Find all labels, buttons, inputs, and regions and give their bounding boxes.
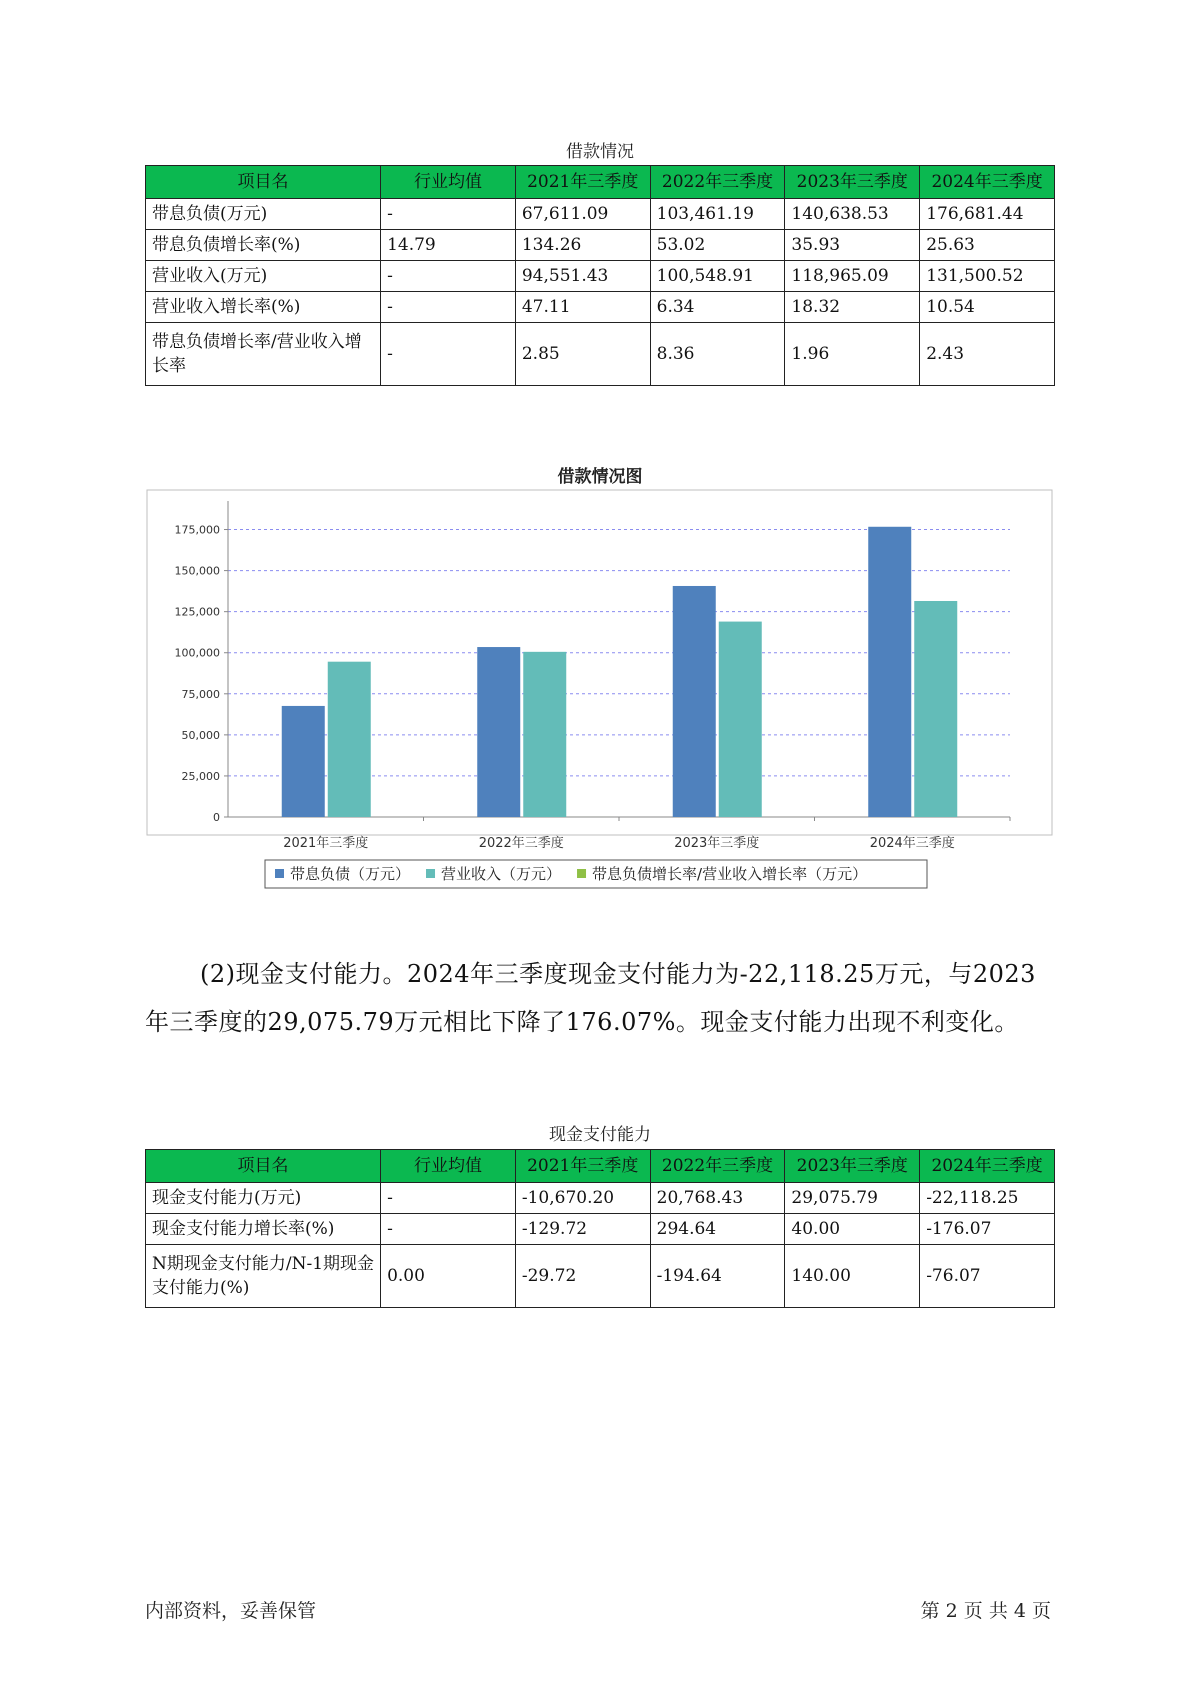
table-row: [146, 261, 1055, 292]
column-header: 2022年三季度: [650, 166, 785, 199]
y-tick-label: 75,000: [181, 687, 220, 701]
table-cell: 20,768.43: [650, 1183, 785, 1214]
table-cell: 14.79: [381, 230, 516, 261]
borrowing-chart: [145, 462, 1055, 912]
column-header: 2024年三季度: [920, 166, 1055, 199]
table-cell: -194.64: [650, 1245, 785, 1308]
table-row: [146, 1245, 1055, 1308]
table-cell: 0.00: [381, 1245, 516, 1308]
column-header: 项目名: [146, 1150, 381, 1183]
column-header: 2024年三季度: [920, 1150, 1055, 1183]
bar-0: [282, 706, 325, 817]
table-cell: 营业收入(万元): [146, 261, 381, 292]
table-cell: 29,075.79: [785, 1183, 920, 1214]
bar-1: [719, 622, 762, 817]
legend-swatch: [426, 869, 435, 878]
table-cell: 103,461.19: [650, 199, 785, 230]
table-cell: 47.11: [515, 292, 650, 323]
table-cell: 294.64: [650, 1214, 785, 1245]
table-cell: -: [381, 199, 516, 230]
table-cell: 18.32: [785, 292, 920, 323]
x-tick-label: 2022年三季度: [478, 836, 564, 851]
table-row: [146, 230, 1055, 261]
table-cell: 53.02: [650, 230, 785, 261]
column-header: 项目名: [146, 166, 381, 199]
table-cell: 带息负债增长率(%): [146, 230, 381, 261]
table-cell: -: [381, 1214, 516, 1245]
x-tick-label: 2024年三季度: [869, 836, 955, 851]
legend-swatch: [275, 869, 284, 878]
chart-title: 借款情况图: [557, 467, 643, 487]
table-cell: 营业收入增长率(%): [146, 292, 381, 323]
footer-page-number: 第 2 页 共 4 页: [920, 1600, 1051, 1622]
table-cell: 现金支付能力(万元): [146, 1183, 381, 1214]
table-row: [146, 323, 1055, 386]
bar-1: [328, 662, 371, 817]
table-row: [146, 1214, 1055, 1245]
y-tick-label: 150,000: [174, 564, 220, 578]
table-cell: -10,670.20: [515, 1183, 650, 1214]
table-cell: -: [381, 323, 516, 386]
table-cell: 134.26: [515, 230, 650, 261]
table-cell: 131,500.52: [920, 261, 1055, 292]
table-cell: 带息负债(万元): [146, 199, 381, 230]
table-cell: -: [381, 1183, 516, 1214]
y-tick-label: 175,000: [174, 523, 220, 537]
table-cell: 8.36: [650, 323, 785, 386]
bar-0: [673, 586, 716, 817]
table-cell: -129.72: [515, 1214, 650, 1245]
table-cell: 100,548.91: [650, 261, 785, 292]
y-tick-label: 0: [213, 811, 220, 824]
table-cell: 现金支付能力增长率(%): [146, 1214, 381, 1245]
table-cell: -29.72: [515, 1245, 650, 1308]
table-cell: -: [381, 261, 516, 292]
column-header: 行业均值: [381, 1150, 516, 1183]
table-cell: -176.07: [920, 1214, 1055, 1245]
table-cell: 35.93: [785, 230, 920, 261]
table-row: [146, 292, 1055, 323]
cash-payment-paragraph: (2)现金支付能力。2024年三季度现金支付能力为-22,118.25万元，与2023年三季度的29,075.79万元相比下降了176.07%。现金支付能力出现不利变化。: [145, 960, 1036, 1036]
column-header: 2023年三季度: [785, 1150, 920, 1183]
column-header: 2021年三季度: [515, 166, 650, 199]
x-tick-label: 2023年三季度: [674, 836, 760, 851]
table2-caption: 现金支付能力: [549, 1125, 651, 1145]
chart-svg: [145, 462, 1055, 912]
table-cell: 带息负债增长率/营业收入增长率: [146, 323, 381, 386]
table-cell: -76.07: [920, 1245, 1055, 1308]
y-tick-label: 50,000: [181, 728, 220, 742]
table-cell: 94,551.43: [515, 261, 650, 292]
table-cell: 140.00: [785, 1245, 920, 1308]
table-row: [146, 1183, 1055, 1214]
column-header: 2022年三季度: [650, 1150, 785, 1183]
table-cell: 67,611.09: [515, 199, 650, 230]
bar-1: [523, 652, 566, 817]
table-cell: 25.63: [920, 230, 1055, 261]
legend-label: 营业收入（万元）: [441, 865, 562, 883]
footer-confidential-note: 内部资料，妥善保管: [145, 1600, 317, 1622]
legend-swatch: [577, 869, 586, 878]
table1-caption: 借款情况: [566, 142, 634, 162]
column-header: 2021年三季度: [515, 1150, 650, 1183]
bar-1: [914, 601, 957, 817]
table-cell: -22,118.25: [920, 1183, 1055, 1214]
x-tick-label: 2021年三季度: [283, 836, 369, 851]
table-cell: 176,681.44: [920, 199, 1055, 230]
bar-0: [477, 647, 520, 817]
cash-payment-table: [145, 1149, 1055, 1308]
y-tick-label: 25,000: [181, 769, 220, 783]
y-tick-label: 100,000: [174, 646, 220, 660]
bar-0: [868, 527, 911, 817]
table-cell: 2.43: [920, 323, 1055, 386]
column-header: 行业均值: [381, 166, 516, 199]
y-tick-label: 125,000: [174, 605, 220, 619]
table-header-row: [146, 166, 1055, 199]
table-cell: 1.96: [785, 323, 920, 386]
table-row: [146, 199, 1055, 230]
table-cell: 10.54: [920, 292, 1055, 323]
table-cell: -: [381, 292, 516, 323]
table-cell: 118,965.09: [785, 261, 920, 292]
table-header-row: [146, 1150, 1055, 1183]
column-header: 2023年三季度: [785, 166, 920, 199]
legend-label: 带息负债增长率/营业收入增长率（万元）: [592, 865, 868, 883]
table-cell: 40.00: [785, 1214, 920, 1245]
borrowing-table: [145, 165, 1055, 386]
table-cell: 6.34: [650, 292, 785, 323]
table-cell: N期现金支付能力/N-1期现金支付能力(%): [146, 1245, 381, 1308]
table-cell: 2.85: [515, 323, 650, 386]
table-cell: 140,638.53: [785, 199, 920, 230]
legend-label: 带息负债（万元）: [290, 865, 411, 883]
